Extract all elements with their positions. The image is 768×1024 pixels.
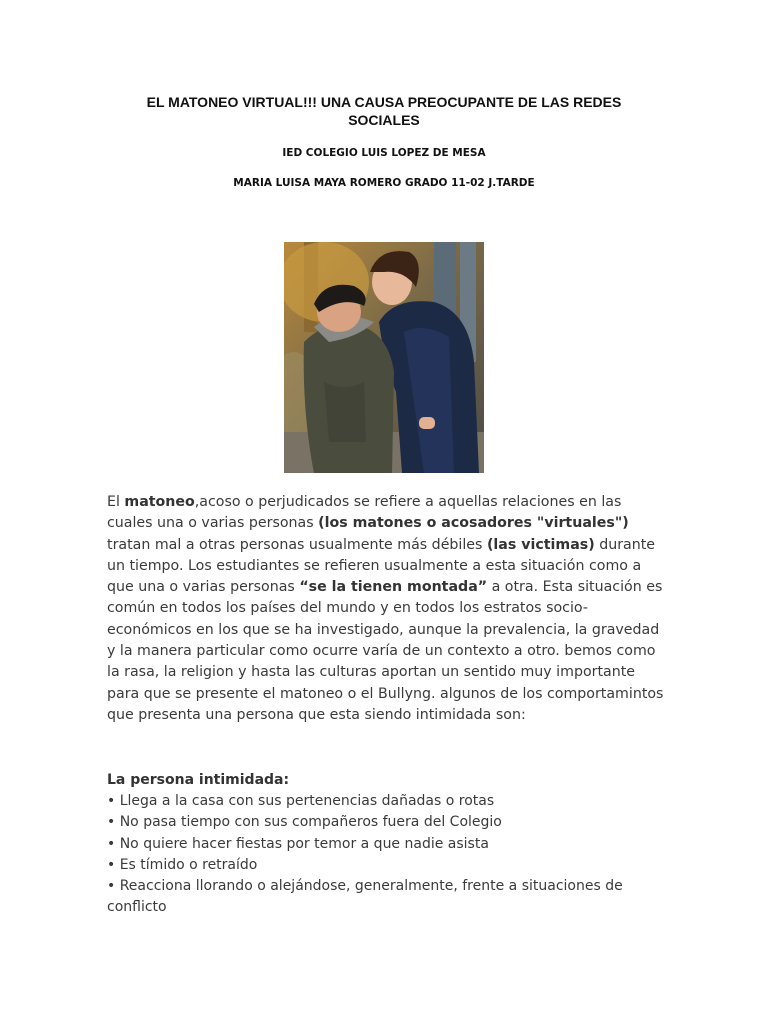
- p1-text-i: a otra. Esta situación es común en todos los países del mundo y en todos los estratos socio-económicos en los que se ha investigado, aunque la prevalencia, la gravedad y la manera particular como ocurre varía de un contexto a otro. bemos como la rasa, la religion y hasta las culturas aportan un sentido muy importante para que se presente el matoneo o el Bullyng. algunos de los comportamintos que presenta una persona que esta siendo intimidada son:: [107, 579, 664, 723]
- p1-bold-victimas: (las victimas): [486, 536, 595, 553]
- p1-text-g: durante un tiempo. Los estudiantes se refieren usualmente a esta situación como a que una o varias personas: [107, 536, 656, 596]
- section-heading: La persona intimidada:: [107, 772, 290, 788]
- p1-text-a: El: [107, 494, 125, 510]
- intimidated-section: [107, 770, 667, 918]
- list-item: • No quiere hacer fiestas por temor a que nadie asista: [107, 835, 489, 852]
- list-item: • No pasa tiempo con sus compañeros fuera del Colegio: [107, 814, 502, 831]
- list-item: • Llega a la casa con sus pertenencias dañadas o rotas: [107, 793, 495, 810]
- p1-bold-matones: (los matones o acosadores "virtuales"): [318, 515, 629, 532]
- p1-text-c: ,acoso o perjudicados se refiere a aquellas relaciones en las cuales una o varias personas: [107, 494, 622, 532]
- list-item: • Reacciona llorando o alejándose, generalmente, frente a situaciones de conflicto: [107, 878, 623, 916]
- bullet-list: [107, 791, 667, 918]
- author-line: MARIA LUISA MAYA ROMERO GRADO 11-02 J.TARDE: [233, 177, 535, 189]
- intro-paragraph: [107, 492, 667, 726]
- document-title: EL MATONEO VIRTUAL!!! UNA CAUSA PREOCUPANTE DE LAS REDES SOCIALES: [146, 94, 622, 128]
- school-name: IED COLEGIO LUIS LOPEZ DE MESA: [282, 147, 486, 159]
- p1-bold-montada: “se la tienen montada”: [299, 579, 488, 596]
- list-item: • Es tímido o retraído: [107, 856, 258, 873]
- two-boys-photo: [284, 242, 484, 473]
- p1-text-e: tratan mal a otras personas usualmente más débiles: [107, 536, 487, 553]
- p1-bold-matoneo: matoneo: [124, 494, 195, 510]
